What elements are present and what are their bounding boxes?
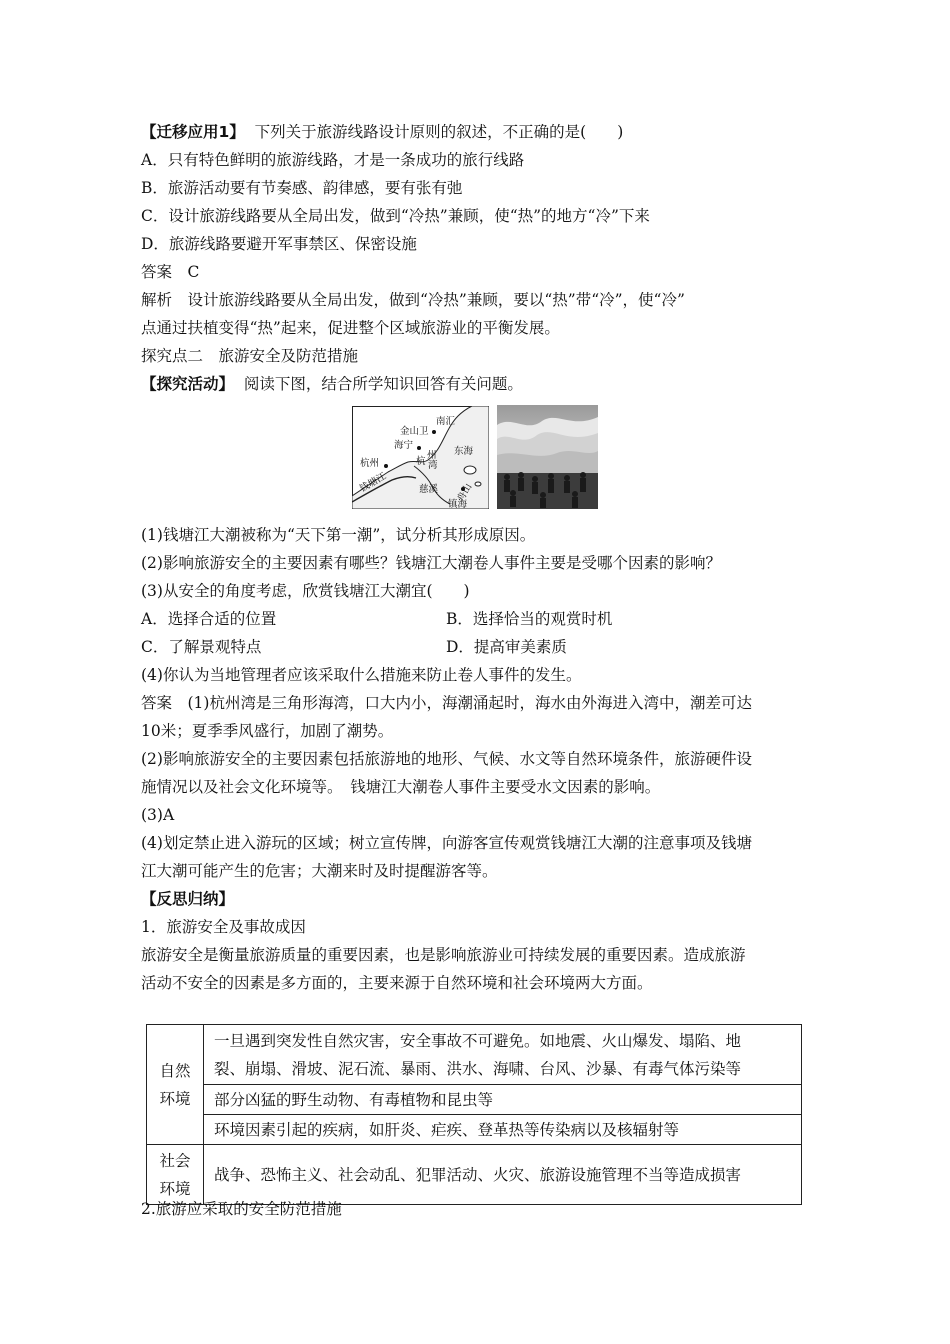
table-row [147,1025,802,1085]
activity-line [141,374,523,394]
question-4: (4)你认为当地管理者应该采取什么措施来防止卷人事件的发生。 [141,666,582,684]
activity-text: 阅读下图，结合所学知识回答有关问题。 [243,375,523,393]
map-label-zhenhai: 镇海 [448,499,468,509]
natural-env-label: 自然 环境 [147,1025,204,1145]
map-label-jinshanwei: 金山卫 [400,426,429,437]
map-label-qiantangjiang: 钱塘江 [358,470,389,495]
q3-option-d: D．提高审美素质 [446,638,567,656]
reflection-item-2-title: 2.旅游应采取的安全防范措施 [141,1200,342,1218]
hazard-table [146,1024,802,1205]
question-2: (2)影响旅游安全的主要因素有哪些？钱塘江大潮卷人事件主要是受哪个因素的影响？ [141,554,721,572]
answer-line-7: 江大潮可能产生的危害；大潮来时及时提醒游客等。 [141,862,498,880]
analysis-line-2: 点通过扶植变得“热”起来，促进整个区域旅游业的平衡发展。 [141,319,560,337]
map-label-zhou: 州 [427,450,437,461]
map-label-zhoushan: 舟山 [455,481,475,504]
table-row [147,1085,802,1115]
section-title: 探究点二 旅游安全及防范措施 [141,347,359,365]
reflection-paragraph-2: 活动不安全的因素是多方面的，主要来源于自然环境和社会环境两大方面。 [141,974,653,992]
q3-option-a: A．选择合适的位置 [141,610,277,628]
question-tag: 【迁移应用1】 [141,123,245,141]
map-label-donghai: 东海 [454,446,474,457]
natural-row-2: 部分凶猛的野生动物、有毒植物和昆虫等 [204,1085,802,1115]
option-c: C．设计旅游线路要从全局出发，做到“冷热”兼顾，使“热”的地方“冷”下来 [141,207,650,225]
tidal-bore-photo [497,405,598,509]
reflection-item-1-title: 1．旅游安全及事故成因 [141,918,306,936]
natural-row-3: 环境因素引起的疾病，如肝炎、疟疾、登革热等传染病以及核辐射等 [204,1115,802,1145]
map-label-wan: 湾 [428,460,438,471]
reflection-paragraph-1: 旅游安全是衡量旅游质量的重要因素，也是影响旅游业可持续发展的重要因素。造成旅游 [141,946,746,964]
option-d: D．旅游线路要避开军事禁区、保密设施 [141,235,417,253]
natural-row-1: 一旦遇到突发性自然灾害，安全事故不可避免。如地震、火山爆发、塌陷、地 裂、崩塌、滑坡、泥石流、暴雨、洪水、海啸、台风、沙暴、有毒气体污染等 [204,1025,802,1085]
option-a: A．只有特色鲜明的旅游线路，才是一条成功的旅行线路 [141,151,525,169]
q3-option-c: C．了解景观特点 [141,638,262,656]
map-label-nanhui: 南汇 [436,416,456,427]
reflection-tag: 【反思归纳】 [141,890,235,908]
hangzhou-bay-map [352,406,489,509]
answer-line-1: 答案 (1)杭州湾是三角形海湾，口大内小，海潮涌起时，海水由外海进入湾中，潮差可达 [141,694,752,712]
answer-line-2: 10米；夏季季风盛行，加剧了潮势。 [141,722,394,740]
question-1: (1)钱塘江大潮被称为“天下第一潮”，试分析其形成原因。 [141,526,536,544]
q3-option-b: B．选择恰当的观赏时机 [446,610,613,628]
answer-line-3: (2)影响旅游安全的主要因素包括旅游地的地形、气候、水文等自然环境条件，旅游硬件设 [141,750,752,768]
map-label-haining: 海宁 [394,440,414,451]
activity-tag: 【探究活动】 [141,375,235,393]
answer-line: 答案 C [141,263,200,281]
question-3: (3)从安全的角度考虑，欣赏钱塘江大潮宜( ) [141,582,470,600]
table-row [147,1145,802,1205]
map-label-hangzhou: 杭州 [360,458,380,469]
question-stem [141,122,623,142]
social-row: 战争、恐怖主义、社会动乱、犯罪活动、火灾、旅游设施管理不当等造成损害 [204,1145,802,1205]
question-text: 下列关于旅游线路设计原则的叙述，不正确的是( ) [254,123,624,141]
social-env-label: 社会 环境 [147,1145,204,1205]
table-row [147,1115,802,1145]
answer-line-6: (4)划定禁止进入游玩的区域；树立宣传牌，向游客宣传观赏钱塘江大潮的注意事项及钱塘 [141,834,752,852]
answer-line-4: 施情况以及社会文化环境等。 钱塘江大潮卷人事件主要受水文因素的影响。 [141,778,661,796]
analysis-line-1: 解析 设计旅游线路要从全局出发，做到“冷热”兼顾，要以“热”带“冷”，使“冷” [141,291,685,309]
answer-line-5: (3)A [141,806,175,824]
map-label-hang: 杭 [416,456,426,467]
map-label-cixi: 慈溪 [419,484,439,495]
option-b: B．旅游活动要有节奏感、韵律感，要有张有弛 [141,179,463,197]
